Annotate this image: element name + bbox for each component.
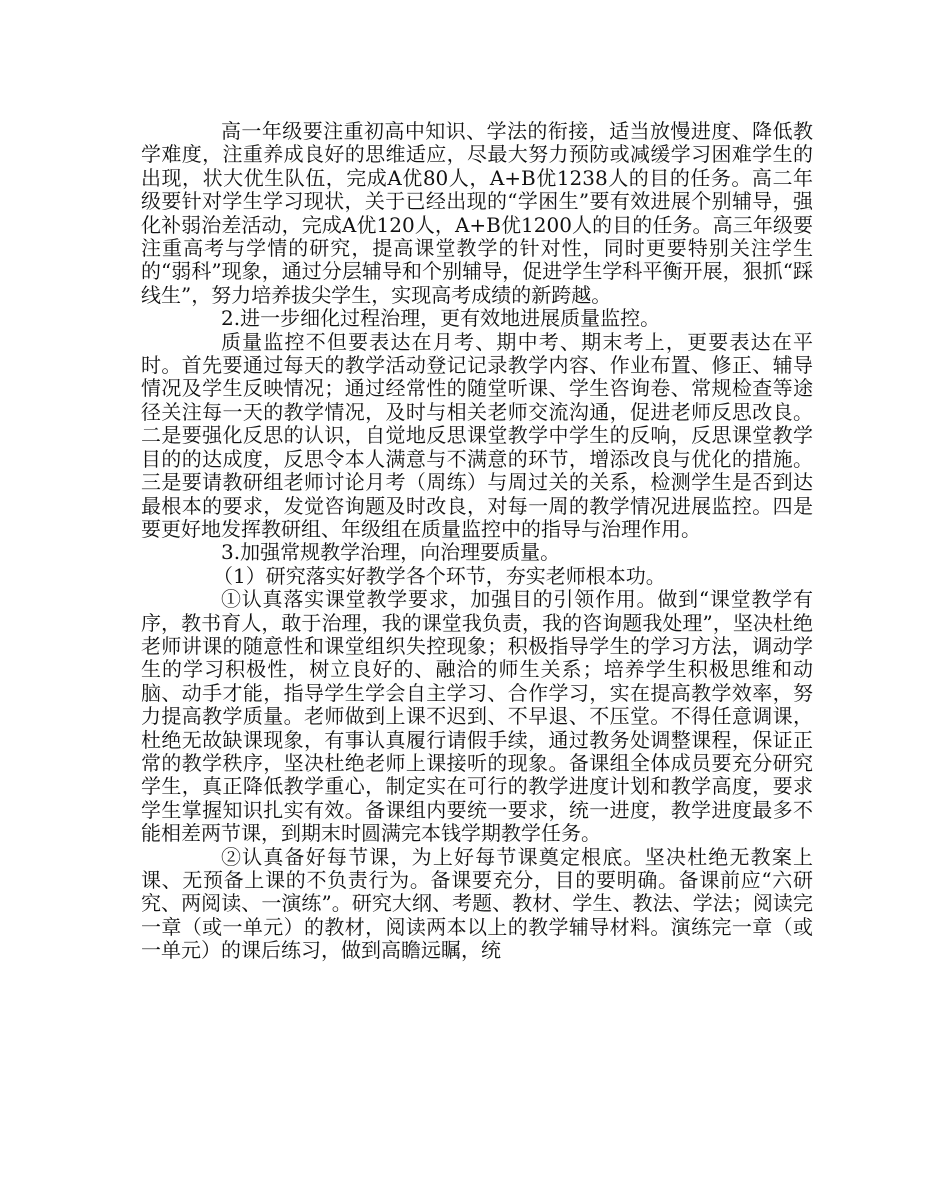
paragraph-classroom-requirements: ①认真落实课堂教学要求，加强目的引领作用。做到“课堂教学有序，教书育人，敢于治理，我的课堂我负责，我的咨询题我处理”，坚决杜绝老师讲课的随意性和课堂组织失控现象；积极指导学生的学习方法，调动学生的学习积极性，树立良好的、融洽的师生关系；培养学生积极思维和动脑、动手才能，指导学生学会自主学习、合作学习，实在提高教学效率，努力提高教学质量。老师做到上课不迟到、不早退、不压堂。不得任意调课，杜绝无故缺课现象，有事认真履行请假手续，通过教务处调整课程，保证正常的教学秩序，坚决杜绝老师上课接听的现象。备课组全体成员要充分研究学生，真正降低教学重心，制定实在可行的教学进度计划和教学高度，要求学生掌握知识扎实有效。备课组内要统一要求，统一进度，教学进度最多不能相差两节课，到期末时圆满完本钱学期教学任务。 [141, 587, 813, 846]
paragraph-grade-goals: 高一年级要注重初高中知识、学法的衔接，适当放慢进度、降低教学难度，注重养成良好的思维适应，尽最大努力预防或减缓学习困难学生的出现，状大优生队伍，完成A优80人，A+B优1238人的目的任务。高二年级要针对学生学习现状，关于已经出现的“学困生”要有效进展个别辅导，强化补弱治差活动，完成A优120人，A+B优1200人的目的任务。高三年级要注重高考与学情的研究，提高课堂教学的针对性，同时更要特别关注学生的“弱科”现象，通过分层辅导和个别辅导，促进学生学科平衡开展，狠抓“踩线生”，努力培养拔尖学生，实现高考成绩的新跨越。 [141, 119, 813, 307]
heading-routine-management: 3.加强常规教学治理，向治理要质量。 [221, 540, 561, 565]
heading-teaching-steps: （1）研究落实好教学各个环节，夯实老师根本功。 [213, 563, 666, 588]
heading-process-management: 2.进一步细化过程治理，更有效地进展质量监控。 [221, 306, 661, 331]
paragraph-lesson-preparation: ②认真备好每节课，为上好每节课奠定根底。坚决杜绝无教案上课、无预备上课的不负责行为。备课要充分，目的要明确。备课前应“六研究、两阅读、一演练”。研究大纲、考题、教材、学生、教法、学法；阅读完一章（或一单元）的教材，阅读两本以上的教学辅导材料。演练完一章（或一单元）的课后练习，做到高瞻远瞩，统 [141, 844, 813, 963]
document-body [141, 120, 813, 963]
paragraph-quality-monitoring: 质量监控不但要表达在月考、期中考、期末考上，更要表达在平时。首先要通过每天的教学活动登记记录教学内容、作业布置、修正、辅导情况及学生反映情况；通过经常性的随堂听课、学生咨询卷、常规检查等途径关注每一天的教学情况，及时与相关老师交流沟通，促进老师反思改良。二是要强化反思的认识，自觉地反思课堂教学中学生的反响，反思课堂教学目的的达成度，反思令本人满意与不满意的环节，增添改良与优化的措施。三是要请教研组老师讨论月考（周练）与周过关的关系，检测学生是否到达最根本的要求，发觉咨询题及时改良，对每一周的教学情况进展监控。四是要更好地发挥教研组、年级组在质量监控中的指导与治理作用。 [141, 329, 813, 541]
